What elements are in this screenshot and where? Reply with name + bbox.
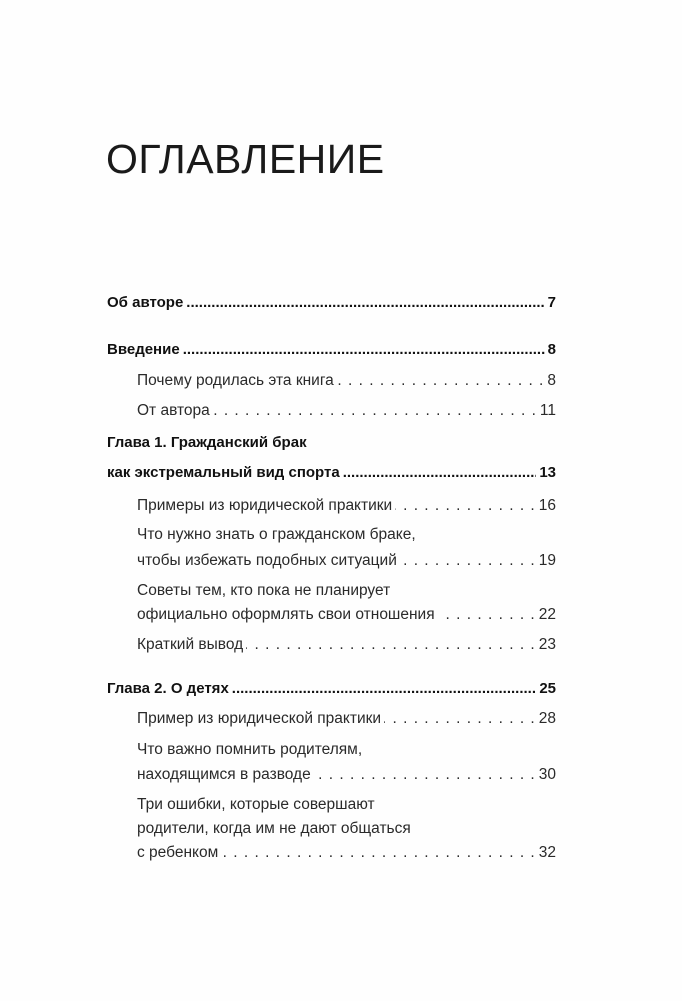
dot-leader (384, 708, 536, 730)
entry-label: Почему родилась эта книга (137, 372, 334, 389)
entry-label: Примеры из юридической практики (137, 497, 393, 514)
dot-leader (400, 550, 536, 572)
dot-leader (337, 370, 545, 392)
entry-label: официально оформлять свои отношения (137, 606, 435, 623)
dot-leader (343, 462, 537, 484)
toc-entry[interactable] (107, 462, 556, 484)
page-number: 7 (547, 294, 556, 311)
entry-label: находящимся в разводе (137, 766, 311, 783)
entry-label: Советы тем, кто пока не планирует (137, 582, 391, 599)
page-number: 8 (547, 341, 556, 358)
dot-leader (246, 634, 536, 656)
page-number: 11 (539, 402, 556, 419)
page-number: 8 (547, 372, 556, 389)
dot-leader (186, 292, 544, 314)
entry-label: Краткий вывод (137, 636, 244, 653)
dot-leader (395, 495, 536, 517)
entry-label: От автора (137, 402, 210, 419)
toc-entry[interactable] (137, 634, 556, 656)
entry-label: с ребенком (137, 844, 219, 861)
entry-label: как экстремальный вид спорта (107, 464, 340, 481)
toc-entry[interactable] (107, 339, 556, 361)
toc-entry[interactable] (137, 370, 556, 392)
page-number: 16 (538, 497, 556, 514)
entry-label: Глава 2. О детях (107, 680, 229, 697)
entry-label: Об авторе (107, 294, 184, 311)
toc-entry-line[interactable] (137, 794, 556, 816)
page-number: 22 (538, 606, 556, 623)
toc-entry[interactable] (137, 400, 556, 422)
toc-entry[interactable] (137, 550, 556, 572)
toc-entry[interactable] (137, 495, 556, 517)
entry-label: Пример из юридической практики (137, 710, 382, 727)
entry-label: Введение (107, 341, 180, 358)
page-number: 23 (538, 636, 556, 653)
toc-entry-line[interactable] (137, 739, 556, 761)
toc-entry-line[interactable] (107, 432, 556, 454)
entry-label: чтобы избежать подобных ситуаций (137, 552, 397, 569)
entry-label: Глава 1. Гражданский брак (107, 434, 307, 451)
toc-entry[interactable] (137, 842, 556, 864)
dot-leader (221, 842, 536, 864)
page-number: 19 (538, 552, 556, 569)
entry-label: Что важно помнить родителям, (137, 741, 363, 758)
dot-leader (232, 678, 537, 700)
page-number: 25 (539, 680, 556, 697)
entry-label: родители, когда им не дают общаться (137, 820, 411, 837)
page-number: 32 (538, 844, 556, 861)
entry-label: Три ошибки, которые совершают (137, 796, 375, 813)
page-title: ОГЛАВЛЕНИЕ (106, 136, 385, 182)
toc-entry-line[interactable] (137, 524, 556, 546)
toc-entry-line[interactable] (137, 818, 556, 840)
toc-entry-line[interactable] (137, 580, 556, 602)
page-number: 13 (539, 464, 556, 481)
toc-entry[interactable] (137, 708, 556, 730)
entry-label: Что нужно знать о гражданском браке, (137, 526, 416, 543)
dot-leader (183, 339, 545, 361)
toc-entry[interactable] (107, 292, 556, 314)
page-number: 30 (538, 766, 556, 783)
toc-entry[interactable] (107, 678, 556, 700)
toc-entry[interactable] (137, 604, 556, 626)
dot-leader (213, 400, 537, 422)
toc-entry[interactable] (137, 764, 556, 786)
page-number: 28 (538, 710, 556, 727)
dot-leader (438, 604, 536, 626)
dot-leader (314, 764, 536, 786)
